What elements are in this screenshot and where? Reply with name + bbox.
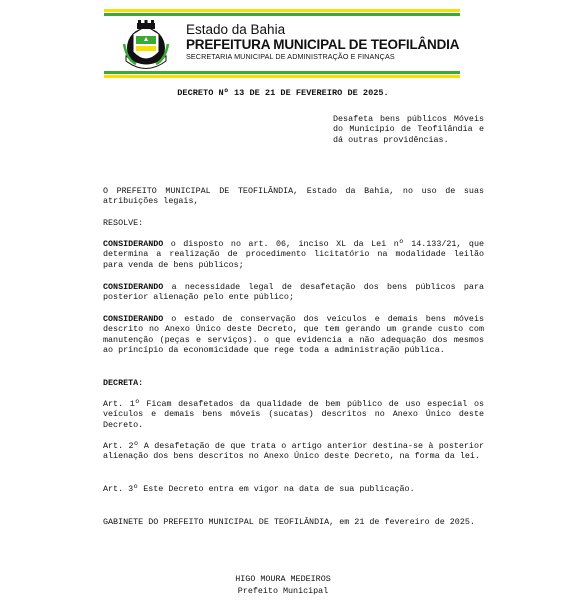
decreta-heading: DECRETA:: [103, 378, 144, 388]
coat-of-arms-icon: [122, 20, 170, 72]
considerando-label: CONSIDERANDO: [103, 314, 164, 324]
secretaria-name: SECRETARIA MUNICIPAL DE ADMINISTRAÇÃO E FINANÇAS: [186, 52, 395, 61]
closing: GABINETE DO PREFEITO MUNICIPAL DE TEOFILÂNDIA, em 21 de fevereiro de 2025.: [103, 517, 475, 527]
considerando-1: [103, 239, 484, 270]
article-1: Art. 1º Ficam desafetados da qualidade de bem público de uso especial os veículos e demais bens móveis (sucatas) descritos no Anexo Único deste Decreto.: [103, 399, 484, 430]
signatory-name: HIGO MOURA MEDEIROS: [235, 574, 331, 584]
bottom-stripe-yellow: [104, 75, 460, 78]
considerando-1-text: o disposto no art. 06, inciso XL da Lei nº 14.133/21, que determina a realização de procedimento licitatório na modalidade leilão para venda de bens públicos;: [103, 239, 484, 270]
article-2: Art. 2º A desafetação de que trata o artigo anterior destina-se à posterior alienação dos bens descritos no Anexo Único deste Decreto, na forma da lei.: [103, 441, 484, 462]
considerando-3: [103, 314, 484, 355]
considerando-3-text: o estado de conservação dos veículos e demais bens móveis descrito no Anexo Único deste Decreto, que tem gerando um grande custo com manutenção (peças e serviços). o que evidencia a não adequação dos mesmos ao princípio da economicidade que rege toda a administração pública.: [103, 314, 484, 355]
considerando-label: CONSIDERANDO: [103, 239, 164, 249]
letterhead-text: [186, 22, 459, 62]
decree-summary: Desafeta bens públicos Móveis do Município de Teofilândia e dá outras providências.: [333, 114, 484, 145]
preamble: O PREFEITO MUNICIPAL DE TEOFILÂNDIA, Estado da Bahia, no uso de suas atribuições legais,: [103, 186, 484, 207]
decree-title: DECRETO Nº 13 DE 21 DE FEVEREIRO DE 2025.: [177, 88, 389, 98]
header-bottom-stripe: [104, 71, 460, 78]
considerando-label: CONSIDERANDO: [103, 282, 164, 292]
considerando-2-text: a necessidade legal de desafetação dos bens públicos para posterior alienação pelo ente público;: [103, 282, 484, 303]
signatory-title: Prefeito Municipal: [237, 586, 329, 596]
article-3: Art. 3º Este Decreto entra em vigor na data de sua publicação.: [103, 484, 415, 494]
letterhead: [104, 18, 460, 76]
state-name: Estado da Bahia: [186, 22, 286, 37]
resolve-heading: RESOLVE:: [103, 218, 144, 228]
top-stripe-green: [104, 13, 460, 16]
top-stripe: [104, 9, 460, 16]
prefeitura-name: PREFEITURA MUNICIPAL DE TEOFILÂNDIA: [186, 37, 460, 52]
considerando-2: [103, 282, 484, 303]
